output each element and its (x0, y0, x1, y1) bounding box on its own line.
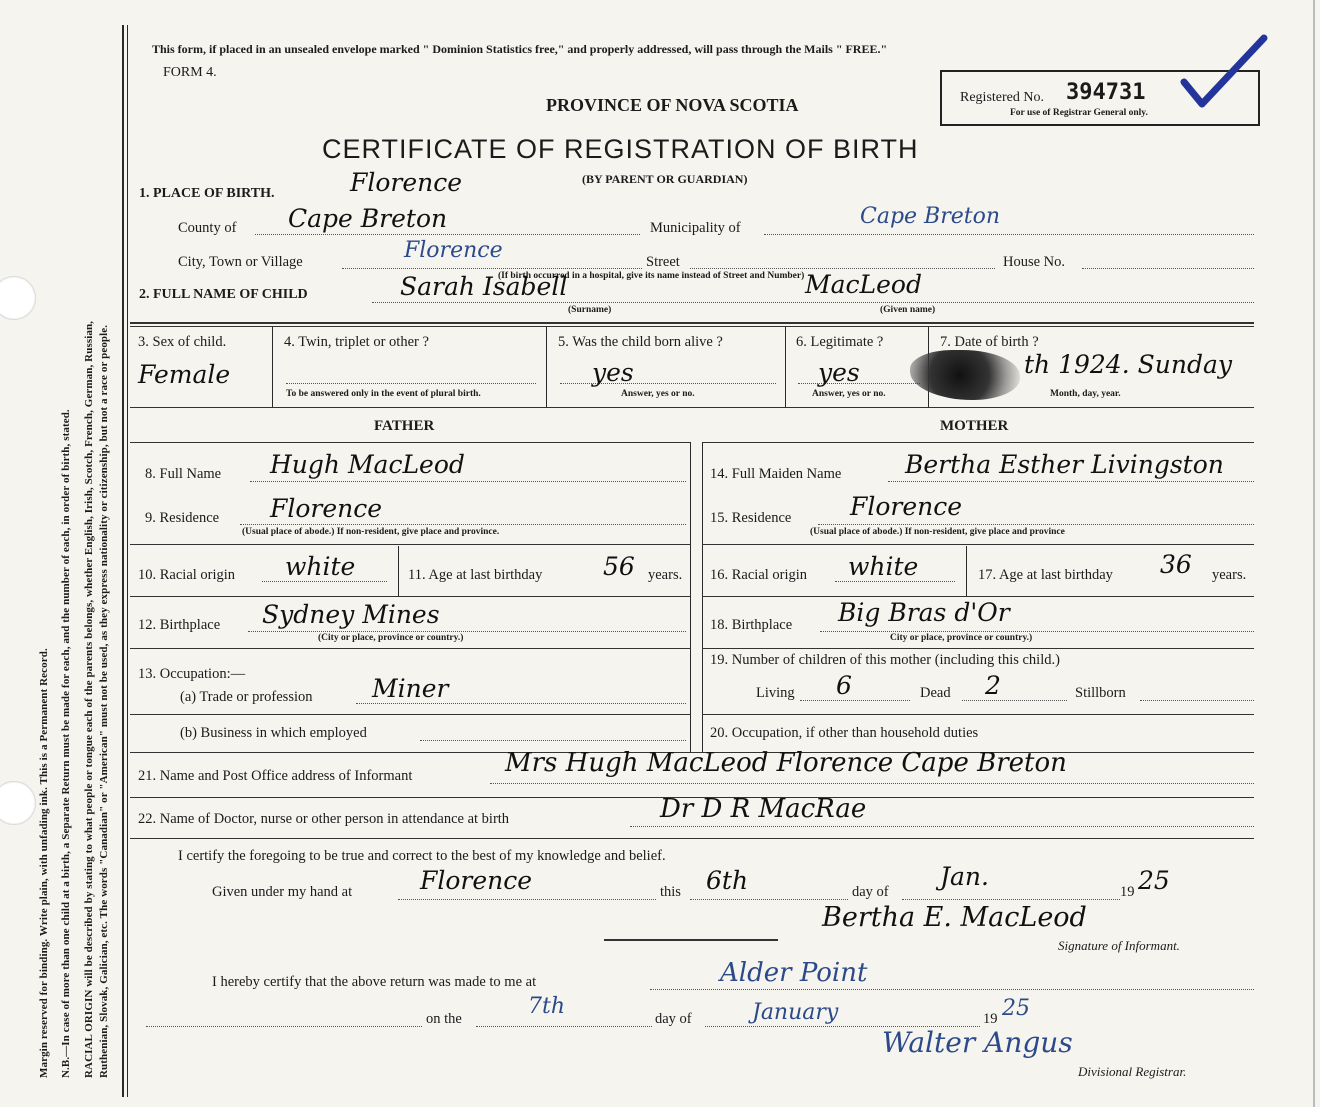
registrar-note: For use of Registrar General only. (1010, 108, 1148, 118)
mail-notice: This form, if placed in an unsealed envelope marked " Dominion Statistics free," and properly addressed, will pass through the Mails " FREE." (152, 42, 888, 56)
father-name-label: 8. Full Name (145, 466, 222, 482)
father-age-value: 56 (603, 552, 635, 581)
check-mark-icon (1180, 34, 1270, 115)
mother-children-label: 19. Number of children of this mother (including this child.) (710, 652, 1060, 668)
city-value: Florence (404, 238, 503, 263)
given-caption: (Given name) (880, 305, 936, 315)
certificate-subtitle: (BY PARENT OR GUARDIAN) (582, 172, 748, 186)
mother-race-label: 16. Racial origin (710, 567, 808, 583)
mother-name-label: 14. Full Maiden Name (710, 466, 842, 482)
dob-note: Month, day, year. (1050, 389, 1121, 399)
mother-occupation-label: 20. Occupation, if other than household duties (710, 725, 979, 741)
dead-value: 2 (985, 671, 1001, 700)
father-age-label: 11. Age at last birthday (408, 567, 543, 583)
given-month-value: Jan. (940, 862, 989, 891)
father-residence-label: 9. Residence (145, 510, 220, 526)
mother-age-label: 17. Age at last birthday (978, 567, 1113, 583)
side-note-racial-origin: RACIAL ORIGIN will be described by stating to what people or tongue each of the parents belongs, whether English, Irish, Scotch, French, German, Russian, (83, 320, 95, 1078)
informant-label: 21. Name and Post Office address of Informant (138, 768, 413, 784)
hospital-note: (If birth occurred in a hospital, give its name instead of Street and Number) (498, 271, 805, 281)
doctor-label: 22. Name of Doctor, nurse or other person in attendance at birth (138, 811, 510, 827)
informant-signature: Bertha E. MacLeod (822, 902, 1087, 933)
dob-label: 7. Date of birth ? (940, 334, 1039, 350)
stillborn-label: Stillborn (1075, 685, 1126, 701)
mother-residence-note: (Usual place of abode.) If non-resident, give place and province (810, 527, 1065, 537)
place-of-birth-value: Florence (350, 168, 463, 197)
father-birthplace-value: Sydney Mines (262, 600, 440, 629)
mother-name-value: Bertha Esther Livingston (905, 450, 1224, 479)
county-value: Cape Breton (288, 204, 448, 233)
side-note-multiple-births: N.B.—In case of more than one child at a birth, a Separate Return must be made for each, and the number of each, in order of birth, stated. (60, 409, 72, 1078)
place-of-birth-label: 1. PLACE OF BIRTH. (139, 186, 275, 201)
registered-label: Registered No. (960, 90, 1044, 105)
dob-value: th 1924. Sunday (1024, 350, 1232, 379)
child-name-label: 2. FULL NAME OF CHILD (139, 287, 308, 302)
mother-birthplace-label: 18. Birthplace (710, 617, 793, 633)
father-years-label: years. (648, 567, 683, 583)
margin-rule-left (122, 25, 124, 1097)
twin-label: 4. Twin, triplet or other ? (284, 334, 429, 350)
binding-hole-top (0, 276, 36, 320)
father-birthplace-note: (City or place, province or country.) (318, 633, 464, 643)
mother-age-value: 36 (1160, 550, 1192, 579)
father-business-label: (b) Business in which employed (180, 725, 367, 741)
page-edge-right (1313, 0, 1315, 1107)
given-year-prefix: 19 (1120, 884, 1135, 900)
alive-note: Answer, yes or no. (621, 389, 695, 399)
ink-blot (910, 350, 1020, 400)
legitimate-note: Answer, yes or no. (812, 389, 886, 399)
father-residence-value: Florence (270, 494, 383, 523)
side-note-racial-origin-cont: Ruthenian, Slovak, Galician, etc. The words "Canadian" or "American" must not be used, as they express nationality or citizenship, but not a race or people. (98, 324, 110, 1078)
child-surname-value: Sarah Isabell (400, 272, 568, 301)
father-race-value: white (285, 552, 356, 581)
margin-rule-right (127, 25, 128, 1097)
doctor-value: Dr D R MacRae (660, 794, 867, 824)
living-value: 6 (836, 671, 852, 700)
father-trade-label: (a) Trade or profession (180, 689, 313, 705)
mother-years-label: years. (1212, 567, 1247, 583)
province-title: PROVINCE OF NOVA SCOTIA (546, 95, 799, 115)
informant-signature-caption: Signature of Informant. (1058, 938, 1180, 953)
given-day-value: 6th (706, 866, 749, 895)
father-occupation-label: 13. Occupation:— (138, 666, 246, 682)
registrar-statement: I hereby certify that the above return was made to me at (212, 974, 537, 990)
alive-label: 5. Was the child born alive ? (558, 334, 723, 350)
child-given-value: MacLeod (805, 270, 922, 299)
father-residence-note: (Usual place of abode.) If non-resident, give place and province. (242, 527, 500, 537)
county-label: County of (178, 220, 237, 236)
registrar-year-prefix: 19 (983, 1011, 998, 1027)
binding-hole-bottom (0, 781, 36, 825)
alive-value: yes (592, 358, 634, 387)
given-year-value: 25 (1138, 866, 1170, 895)
living-label: Living (756, 685, 795, 701)
mother-residence-value: Florence (850, 492, 963, 521)
certify-statement: I certify the foregoing to be true and correct to the best of my knowledge and belief. (178, 848, 666, 864)
this-label: this (660, 884, 681, 900)
legitimate-value: yes (818, 358, 860, 387)
house-label: House No. (1003, 254, 1066, 270)
father-race-label: 10. Racial origin (138, 567, 236, 583)
registrar-day-value: 7th (528, 994, 566, 1019)
municipality-value: Cape Breton (860, 204, 1001, 229)
on-the-label: on the (426, 1011, 462, 1027)
registrar-signature: Walter Angus (882, 1026, 1073, 1059)
registered-number: 394731 (1066, 80, 1146, 105)
dead-label: Dead (920, 685, 951, 701)
registrar-caption: Divisional Registrar. (1078, 1064, 1187, 1079)
municipality-label: Municipality of (650, 220, 741, 236)
registrar-day-of-label: day of (655, 1011, 692, 1027)
mother-heading: MOTHER (940, 418, 1009, 434)
registrar-year-value: 25 (1002, 996, 1030, 1021)
sex-value: Female (138, 360, 231, 389)
city-label: City, Town or Village (178, 254, 303, 270)
form-number: FORM 4. (163, 65, 217, 80)
registrar-place-value: Alder Point (720, 958, 868, 988)
informant-value: Mrs Hugh MacLeod Florence Cape Breton (505, 748, 1067, 778)
father-name-value: Hugh MacLeod (270, 450, 465, 479)
mother-birthplace-note: City or place, province or country.) (890, 633, 1033, 643)
legitimate-label: 6. Legitimate ? (796, 334, 884, 350)
father-birthplace-label: 12. Birthplace (138, 617, 221, 633)
street-label: Street (646, 254, 680, 270)
certificate-title: CERTIFICATE OF REGISTRATION OF BIRTH (322, 134, 919, 164)
mother-birthplace-value: Big Bras d'Or (838, 598, 1010, 627)
day-of-label: day of (852, 884, 889, 900)
twin-note: To be answered only in the event of plural birth. (286, 389, 481, 399)
father-trade-value: Miner (372, 674, 449, 703)
father-heading: FATHER (374, 418, 435, 434)
surname-caption: (Surname) (568, 305, 612, 315)
registrar-month-value: January (752, 1000, 839, 1025)
given-under-label: Given under my hand at (212, 884, 353, 900)
given-place-value: Florence (420, 866, 533, 895)
side-note-binding: Margin reserved for binding. Write plain, with unfading ink. This is a Permanent Record. (38, 648, 50, 1078)
sex-label: 3. Sex of child. (138, 334, 227, 350)
mother-residence-label: 15. Residence (710, 510, 792, 526)
mother-race-value: white (848, 552, 919, 581)
